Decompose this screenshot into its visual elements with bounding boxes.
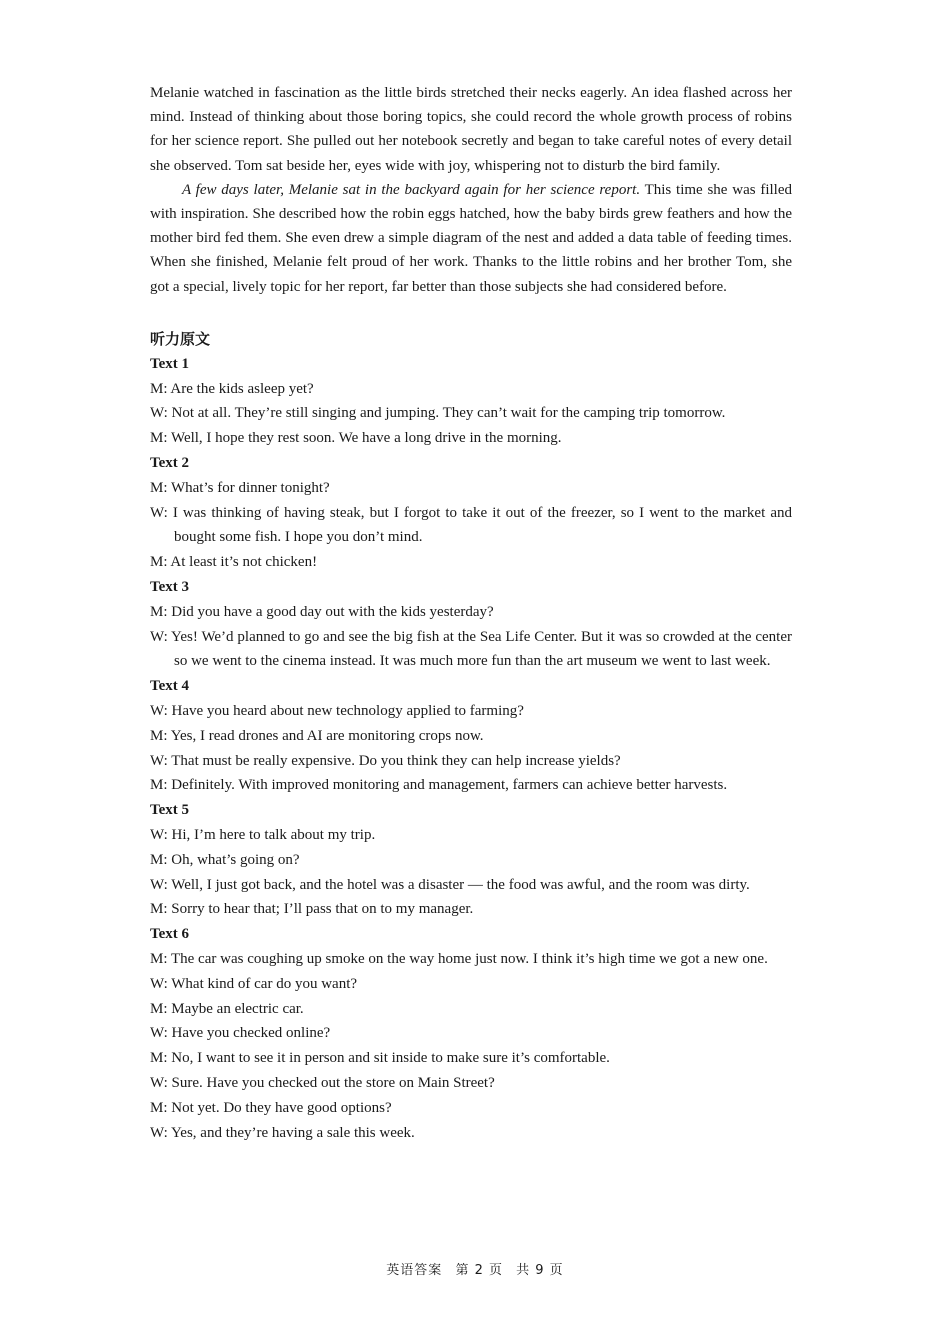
dialogue-line: M: Maybe an electric car.	[150, 1000, 304, 1017]
dialogue-line: M: At least it’s not chicken!	[150, 554, 318, 571]
listening-section-title: 听力原文	[150, 329, 211, 348]
document-page	[150, 81, 792, 1145]
footer-subject: 英语答案	[386, 1263, 443, 1278]
text-4-heading: Text 4	[150, 678, 190, 695]
dialogue-line: M: Oh, what’s going on?	[150, 851, 300, 868]
footer-total-pages: 共 9 页	[516, 1263, 564, 1278]
dialogue-line: W: Yes! We’d planned to go and see the big fish at the Sea Life Center. But it was so crowded at the center so we went to the cinema instead. It was much more fun than the art museum we went to last week.	[150, 628, 792, 670]
dialogue-line: W: Not at all. They’re still singing and jumping. They can’t wait for the camping trip tomorrow.	[150, 405, 726, 422]
dialogue-line: M: Definitely. With improved monitoring and management, farmers can achieve better harvests.	[150, 777, 728, 794]
listening-transcript	[150, 352, 792, 1146]
footer-page-number: 第 2 页	[455, 1263, 503, 1278]
dialogue-line: W: Have you heard about new technology applied to farming?	[150, 702, 524, 719]
dialogue-line: W: Have you checked online?	[150, 1025, 331, 1042]
dialogue-line: W: That must be really expensive. Do you think they can help increase yields?	[150, 752, 621, 769]
dialogue-line: M: No, I want to see it in person and sit inside to make sure it’s comfortable.	[150, 1050, 610, 1067]
dialogue-line: M: Did you have a good day out with the kids yesterday?	[150, 603, 494, 620]
dialogue-line: M: Well, I hope they rest soon. We have a long drive in the morning.	[150, 430, 562, 447]
dialogue-line: W: Well, I just got back, and the hotel was a disaster — the food was awful, and the room was dirty.	[150, 876, 750, 893]
dialogue-line: M: Yes, I read drones and AI are monitoring crops now.	[150, 727, 484, 744]
story-paragraph-2-italic: A few days later, Melanie sat in the backyard again for her science report.	[182, 181, 641, 198]
page-footer	[0, 1259, 950, 1278]
text-3-heading: Text 3	[150, 579, 190, 595]
dialogue-line: W: What kind of car do you want?	[150, 975, 358, 992]
text-1-heading: Text 1	[150, 355, 190, 372]
dialogue-line: M: Are the kids asleep yet?	[150, 380, 314, 397]
dialogue-line: W: Sure. Have you checked out the store on Main Street?	[150, 1074, 495, 1091]
story-paragraph-2-rest: This time she was filled with inspiration. She described how the robin eggs hatched, how the baby birds grew feathers and how the mother bird fed them. She even drew a simple diagram of the nest and added a data table of feeding times. When she finished, Melanie felt proud of her work. Thanks to the little robins and her brother Tom, she got a special, lively topic for her report, far better than those subjects she had considered before.	[150, 181, 792, 295]
dialogue-line: W: Yes, and they’re having a sale this week.	[150, 1124, 415, 1141]
story-paragraph-2	[150, 178, 792, 299]
text-5-heading: Text 5	[150, 802, 190, 819]
dialogue-line: M: Sorry to hear that; I’ll pass that on to my manager.	[150, 901, 474, 918]
text-2-heading: Text 2	[150, 455, 190, 472]
dialogue-line: M: The car was coughing up smoke on the way home just now. I think it’s high time we got a new one.	[150, 950, 768, 967]
dialogue-line: M: What’s for dinner tonight?	[150, 479, 330, 496]
dialogue-line: W: I was thinking of having steak, but I forgot to take it out of the freezer, so I went to the market and bought some fish. I hope you don’t mind.	[150, 504, 792, 546]
dialogue-line: W: Hi, I’m here to talk about my trip.	[150, 826, 376, 843]
story-paragraph-1: Melanie watched in fascination as the little birds stretched their necks eagerly. An idea flashed across her mind. Instead of thinking about those boring topics, she could record the whole growth process of robins for her science report. She pulled out her notebook secretly and began to take careful notes of every detail she observed. Tom sat beside her, eyes wide with joy, whispering not to disturb the bird family.	[150, 85, 792, 174]
text-6-heading: Text 6	[150, 926, 190, 943]
dialogue-line: M: Not yet. Do they have good options?	[150, 1099, 392, 1116]
